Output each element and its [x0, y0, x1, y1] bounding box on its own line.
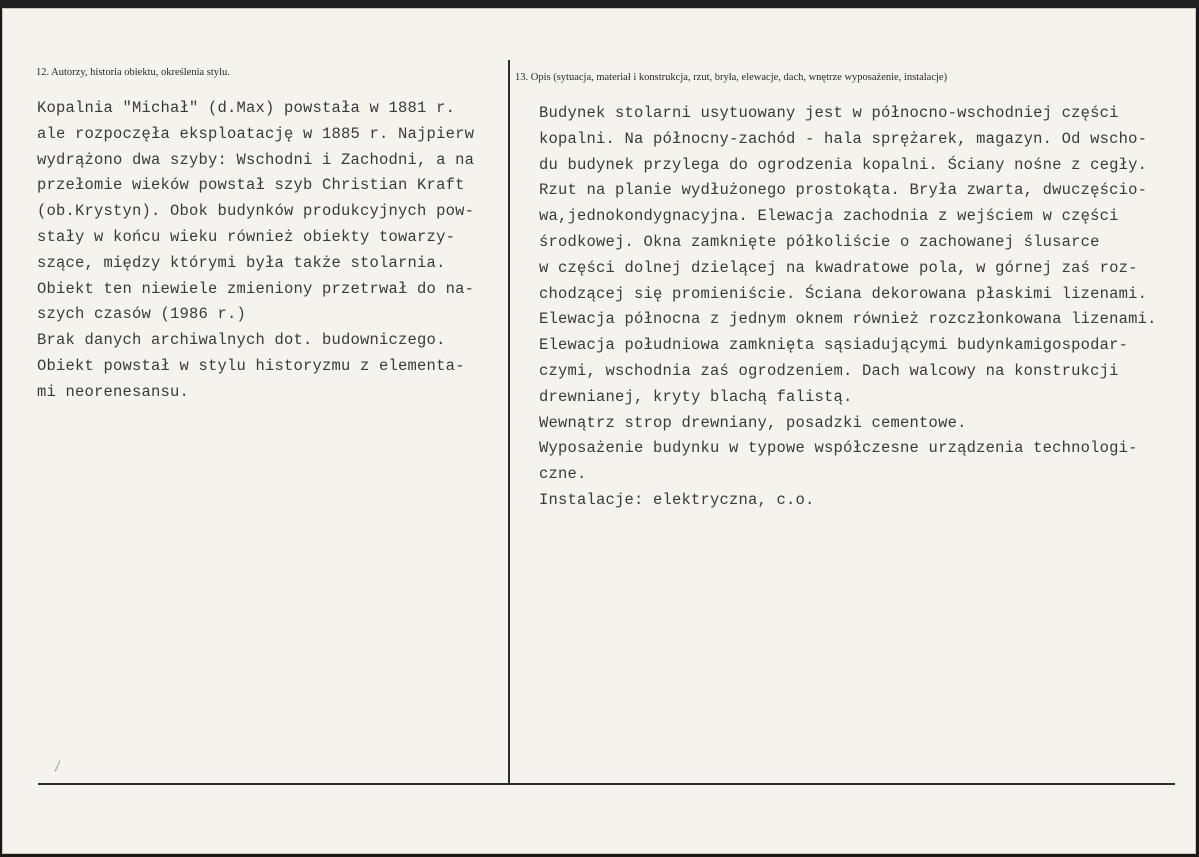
scan-top-edge — [0, 0, 1199, 8]
section-13-label: 13. Opis (sytuacja, materiał i konstrukcja, rzut, bryła, elewacje, dach, wnętrze wyposażenie, instalacje) — [515, 72, 948, 83]
section-12-line: Brak danych archiwalnych dot. budowniczego. — [37, 331, 446, 350]
section-13-line: chodzącej się promieniście. Ściana dekorowana płaskimi lizenami. — [539, 284, 1148, 303]
section-12-line: stały w końcu wieku również obiekty towarzy- — [37, 227, 456, 246]
section-13-line: czne. — [539, 465, 587, 484]
section-13-line: Rzut na planie wydłużonego prostokąta. Bryła zwarta, dwuczęścio- — [539, 181, 1148, 200]
section-12-line: wydrążono dwa szyby: Wschodni i Zachodni, a na — [37, 150, 475, 169]
section-13-line: Elewacja północna z jednym oknem również rozczłonkowana lizenami. — [539, 310, 1157, 329]
section-13-line: Wyposażenie budynku w typowe współczesne urządzenia technologi- — [539, 439, 1138, 458]
section-12-line: ale rozpoczęła eksploatację w 1885 r. Najpierw — [37, 124, 475, 143]
section-13-line: drewnianej, kryty blachą falistą. — [539, 387, 853, 406]
section-12-line: szych czasów (1986 r.) — [37, 305, 247, 324]
section-13-line: Instalacje: elektryczna, c.o. — [539, 490, 815, 509]
section-12-line: przełomie wieków powstał szyb Christian Kraft — [37, 176, 465, 195]
section-12-text — [37, 96, 509, 406]
section-12-line: Kopalnia "Michał" (d.Max) powstała w 1881 r. — [37, 99, 456, 117]
section-13-line: du budynek przylega do ogrodzenia kopalni. Ściany nośne z cegły. — [539, 155, 1148, 174]
section-13-line: Elewacja południowa zamknięta sąsiadującymi budynkamigospodar- — [539, 336, 1129, 355]
bottom-rule — [38, 783, 1175, 785]
section-13-line: w części dolnej dzielącej na kwadratowe pola, w górnej zaś roz- — [539, 258, 1138, 277]
record-card — [2, 8, 1196, 854]
section-13-line: kopalni. Na północny-zachód - hala sprężarek, magazyn. Od wscho- — [539, 129, 1148, 148]
section-13-line: Budynek stolarni usytuowany jest w północno-wschodniej części — [539, 104, 1119, 122]
column-divider — [508, 60, 510, 784]
section-13-line: środkowej. Okna zamknięte półkoliście o zachowanej ślusarce — [539, 232, 1100, 251]
section-12-line: szące, między którymi była także stolarnia. — [37, 253, 446, 272]
pencil-mark — [55, 760, 61, 771]
section-13-line: Wewnątrz strop drewniany, posadzki cementowe. — [539, 413, 967, 432]
section-12-label: 12. Autorzy, historia obiektu, określenia stylu. — [36, 67, 230, 78]
section-12-line: Obiekt powstał w stylu historyzmu z elementa- — [37, 356, 465, 375]
section-12-line: (ob.Krystyn). Obok budynków produkcyjnych pow- — [37, 202, 475, 221]
section-12-line: Obiekt ten niewiele zmieniony przetrwał do na- — [37, 279, 475, 298]
section-13-line: wa,jednokondygnacyjna. Elewacja zachodnia z wejściem w części — [539, 207, 1119, 226]
section-12-line: mi neorenesansu. — [37, 382, 190, 401]
section-13-line: czymi, wschodnia zaś ogrodzeniem. Dach walcowy na konstrukcji — [539, 361, 1119, 380]
section-13-text — [539, 101, 1189, 514]
